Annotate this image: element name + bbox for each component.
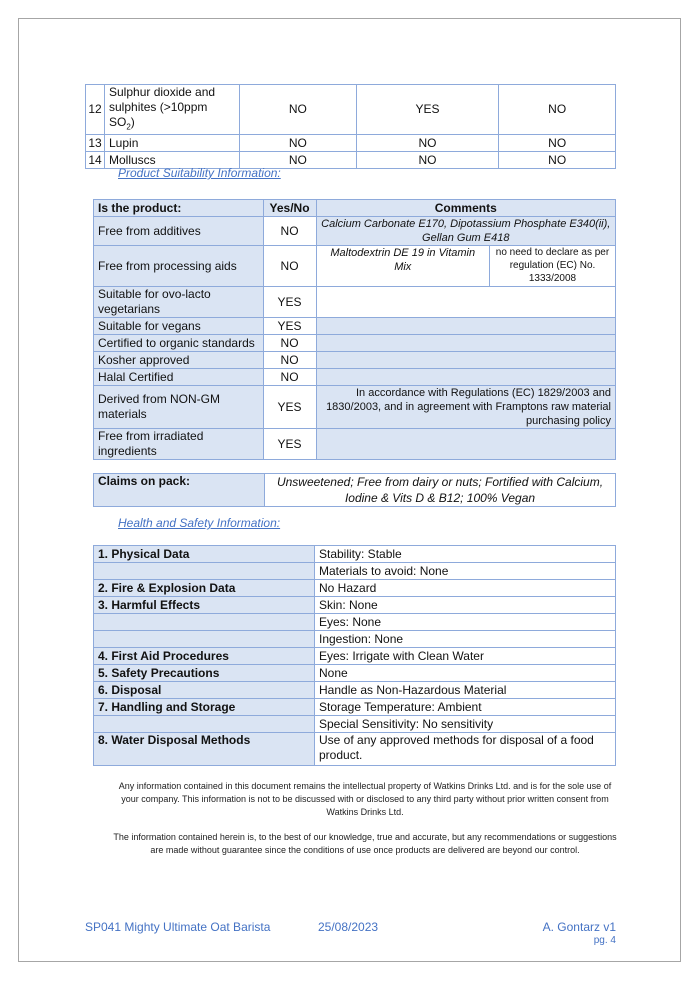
suitability-row: [94, 429, 616, 460]
suitability-comment: [316, 318, 616, 335]
suitability-comment: Maltodextrin DE 19 in Vitamin Mix: [316, 246, 489, 287]
footer-date: 25/08/2023: [318, 920, 379, 934]
health-row: [94, 699, 616, 716]
suitability-value: YES: [263, 386, 316, 429]
health-value: Special Sensitivity: No sensitivity: [315, 716, 616, 733]
suitability-comment: [316, 352, 616, 369]
allergen-value: NO: [240, 85, 357, 135]
allergen-value: NO: [499, 85, 616, 135]
health-label: [94, 563, 315, 580]
suitability-heading: Product Suitability Information:: [118, 166, 281, 180]
health-row: [94, 665, 616, 682]
health-value: No Hazard: [315, 580, 616, 597]
health-row: [94, 631, 616, 648]
allergen-number: 13: [86, 135, 105, 152]
health-label: 5. Safety Precautions: [94, 665, 315, 682]
health-row: [94, 614, 616, 631]
disclaimer-notice: The information contained herein is, to the best of our knowledge, true and accurate, but any recommendations or suggestions are made without guarantee since the conditions of use once products are delivered are beyond our control.: [113, 832, 617, 855]
suitability-label: Suitable for vegans: [94, 318, 264, 335]
health-label: 7. Handling and Storage: [94, 699, 315, 716]
health-label: 2. Fire & Explosion Data: [94, 580, 315, 597]
suitability-row: [94, 246, 616, 287]
allergen-table: [85, 84, 616, 169]
health-label: [94, 716, 315, 733]
health-label: 6. Disposal: [94, 682, 315, 699]
allergen-row: [86, 135, 616, 152]
suitability-row: [94, 335, 616, 352]
suitability-label: Certified to organic standards: [94, 335, 264, 352]
health-label: 4. First Aid Procedures: [94, 648, 315, 665]
allergen-value: NO: [240, 152, 357, 169]
allergen-name: Sulphur dioxide and sulphites (>10ppm $SO_2$): [105, 85, 240, 135]
suitability-label: Derived from NON-GM materials: [94, 386, 264, 429]
column-header: Is the product:: [94, 200, 264, 217]
allergen-value: NO: [356, 152, 499, 169]
health-value: Eyes: None: [315, 614, 616, 631]
claims-label: Claims on pack:: [94, 474, 265, 507]
allergen-value: NO: [356, 135, 499, 152]
suitability-label: Free from irradiated ingredients: [94, 429, 264, 460]
suitability-row: [94, 217, 616, 246]
suitability-header-row: [94, 200, 616, 217]
health-label: 1. Physical Data: [94, 546, 315, 563]
column-header: Yes/No: [263, 200, 316, 217]
health-row: [94, 682, 616, 699]
suitability-label: Suitable for ovo-lacto vegetarians: [94, 287, 264, 318]
health-table: [93, 545, 616, 766]
health-label: 8. Water Disposal Methods: [94, 733, 315, 766]
suitability-label: Free from additives: [94, 217, 264, 246]
allergen-number: 14: [86, 152, 105, 169]
suitability-comment: [316, 335, 616, 352]
page-number: pg. 4: [593, 935, 616, 946]
allergen-row: [86, 85, 616, 135]
suitability-row: [94, 352, 616, 369]
footer-author: A. Gontarz v1: [542, 920, 616, 934]
suitability-comment: Calcium Carbonate E170, Dipotassium Phosphate E340(ii), Gellan Gum E418: [316, 217, 616, 246]
health-row: [94, 733, 616, 766]
claims-table: [93, 473, 616, 507]
allergen-number: 12: [86, 85, 105, 135]
health-value: Stability: Stable: [315, 546, 616, 563]
suitability-comment: In accordance with Regulations (EC) 1829/2003 and 1830/2003, and in agreement with Framptons raw material purchasing policy: [316, 386, 616, 429]
allergen-name: Lupin: [105, 135, 240, 152]
suitability-row: [94, 287, 616, 318]
suitability-comment: [316, 369, 616, 386]
suitability-row: [94, 386, 616, 429]
suitability-value: NO: [263, 246, 316, 287]
suitability-row: [94, 318, 616, 335]
suitability-comment: [316, 287, 616, 318]
health-value: Ingestion: None: [315, 631, 616, 648]
suitability-table: [93, 199, 616, 460]
suitability-value: NO: [263, 352, 316, 369]
allergen-value: NO: [240, 135, 357, 152]
allergen-value: YES: [356, 85, 499, 135]
health-label: [94, 631, 315, 648]
suitability-value: NO: [263, 369, 316, 386]
health-value: Handle as Non-Hazardous Material: [315, 682, 616, 699]
ip-notice: Any information contained in this document remains the intellectual property of Watkins Drinks Ltd. and is for the sole use of your company. This information is not to be discussed with or disclosed to any third party without prior written consent from Watkins Drinks Ltd.: [118, 781, 612, 817]
health-row: [94, 648, 616, 665]
suitability-label: Halal Certified: [94, 369, 264, 386]
claims-value: Unsweetened; Free from dairy or nuts; Fortified with Calcium, Iodine & Vits D & B12; 100% Vegan: [265, 474, 616, 507]
health-label: [94, 614, 315, 631]
suitability-value: NO: [263, 217, 316, 246]
health-row: [94, 716, 616, 733]
footer-product: SP041 Mighty Ultimate Oat Barista: [85, 920, 271, 934]
health-value: Eyes: Irrigate with Clean Water: [315, 648, 616, 665]
health-value: Skin: None: [315, 597, 616, 614]
suitability-label: Kosher approved: [94, 352, 264, 369]
suitability-value: YES: [263, 429, 316, 460]
allergen-value: NO: [499, 152, 616, 169]
health-row: [94, 563, 616, 580]
health-heading: Health and Safety Information:: [118, 516, 281, 530]
suitability-value: YES: [263, 318, 316, 335]
health-value: None: [315, 665, 616, 682]
health-row: [94, 546, 616, 563]
suitability-comment-note: no need to declare as per regulation (EC) No. 1333/2008: [489, 246, 615, 287]
allergen-value: NO: [499, 135, 616, 152]
suitability-comment: [316, 429, 616, 460]
allergen-name: Molluscs: [105, 152, 240, 169]
suitability-value: NO: [263, 335, 316, 352]
suitability-row: [94, 369, 616, 386]
suitability-value: YES: [263, 287, 316, 318]
health-row: [94, 580, 616, 597]
health-value: Use of any approved methods for disposal of a food product.: [315, 733, 616, 766]
column-header: Comments: [316, 200, 616, 217]
health-value: Storage Temperature: Ambient: [315, 699, 616, 716]
health-label: 3. Harmful Effects: [94, 597, 315, 614]
health-value: Materials to avoid: None: [315, 563, 616, 580]
suitability-label: Free from processing aids: [94, 246, 264, 287]
health-row: [94, 597, 616, 614]
claims-row: [94, 474, 616, 507]
